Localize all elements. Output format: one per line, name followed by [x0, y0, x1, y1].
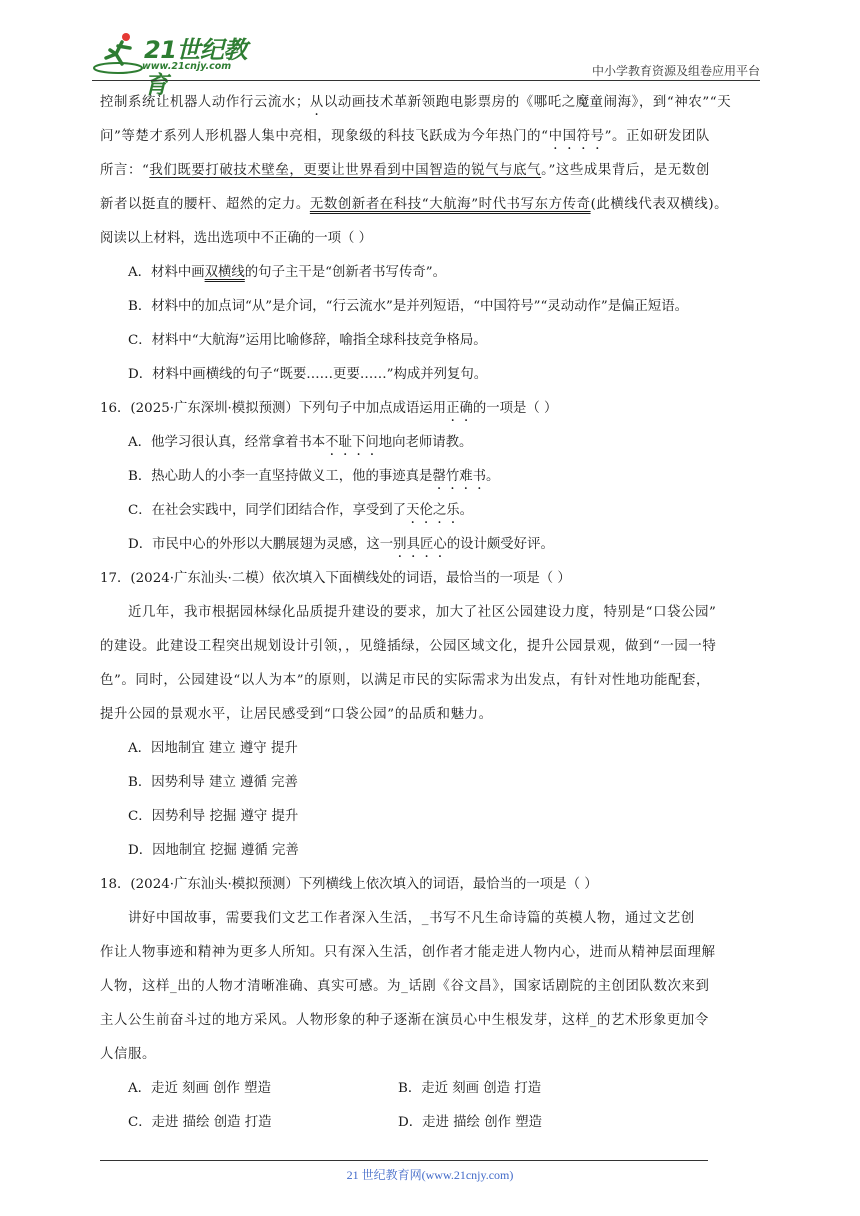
q18-stem: 18．(2024·广东汕头·模拟预测）下列横线上依次填入的词语，最恰当的一项是（ ） — [100, 877, 598, 892]
q17-option-d: D．因地制宜 挖掘 遵循 完善 — [128, 843, 299, 858]
q16-option-b: B．热心助人的小李一直坚持做义工，他的事迹真是罄竹难书。 — [128, 469, 500, 484]
footer-link[interactable]: 21 世纪教育网(www.21cnjy.com) — [346, 1168, 514, 1182]
header-divider — [92, 80, 760, 81]
q15-option-b: B．材料中的加点词“从”是介词，“行云流水”是并列短语，“中国符号”“灵动动作”是偏正短语。 — [128, 299, 689, 314]
q18-passage-line-3: 人物，这样_出的人物才清晰准确、真实可感。为_话剧《谷文昌》，国家话剧院的主创团队数次来到 — [100, 979, 710, 994]
q15-option-d: D．材料中画横线的句子“既要……更要……”构成并列复句。 — [128, 367, 488, 382]
q18-passage-line-5: 人信服。 — [100, 1047, 156, 1062]
footer-divider — [100, 1160, 708, 1161]
q18-options-row-2 — [100, 1106, 765, 1140]
dotted-word-cong: 从 — [309, 95, 324, 110]
q15-option-c: C．材料中“大航海”运用比喻修辞，喻指全球科技竞争格局。 — [128, 333, 487, 348]
q15-material-line-3: 所言：“我们既要打破技术壁垒，更要让世界看到中国智造的锐气与底气。”这些成果背后，是无数创 — [100, 163, 710, 178]
underlined-sentence: 我们既要打破技术壁垒，更要让世界看到中国智造的锐气与底气 — [149, 163, 542, 178]
q17-passage-line-1: 近几年，我市根据园林绿化品质提升建设的要求，加大了社区公园建设力度，特别是“口袋公园” — [128, 605, 717, 620]
q18-passage-line-4: 主人公生前奋斗过的地方采风。人物形象的种子逐渐在演员心中生根发芽，这样_的艺术形象更加令 — [100, 1013, 709, 1028]
logo-url: www.21cnjy.com — [142, 61, 232, 72]
platform-name: 中小学教育资源及组卷应用平台 — [591, 64, 760, 78]
double-underlined-sentence: 无数创新者在科技“大航海”时代书写东方传奇 — [309, 197, 591, 212]
logo — [92, 28, 262, 99]
q17-passage-line-3: 色”。同时，公园建设“以人为本”的原则，以满足市民的实际需求为出发点，有针对性地功能配套， — [100, 673, 710, 688]
q17-stem: 17．(2024·广东汕头·二模）依次填入下面横线处的词语，最恰当的一项是（ ） — [100, 571, 571, 586]
dotted-idiom: 罄竹难书 — [432, 469, 486, 484]
q17-passage-line-4: 提升公园的景观水平，让居民感受到“口袋公园”的品质和魅力。 — [100, 707, 493, 722]
q15-material-line-1: 控制系统让机器人动作行云流水；从以动画技术革新领跑电影票房的《哪吒之魔童闹海》，到“神农”“天 — [100, 95, 732, 110]
q15-material-line-2: 问”等楚才系列人形机器人集中亮相，现象级的科技飞跃成为今年热门的“中国符号”。正如研发团队 — [100, 129, 710, 144]
q17-option-b: B．因势利导 建立 遵循 完善 — [128, 775, 298, 790]
q17-passage-line-2: 的建设。此建设工程突出规划设计引领，，见缝插绿，公园区域文化，提升公园景观，做到“一园一特 — [100, 639, 717, 654]
q18-options-row-1 — [100, 1072, 765, 1106]
q15-material-line-4: 新者以挺直的腰杆、超然的定力。无数创新者在科技“大航海”时代书写东方传奇(此横线代表双横线)。 — [100, 197, 729, 212]
q16-option-c: C．在社会实践中，同学们团结合作，享受到了天伦之乐。 — [128, 503, 474, 518]
q18-passage-line-1: 讲好中国故事，需要我们文艺工作者深入生活，_书写不凡生命诗篇的英模人物，通过文艺创 — [128, 911, 695, 926]
dotted-phrase-zhongguofuhao: 中国符号 — [548, 129, 605, 144]
dotted-idiom: 天伦之乐 — [406, 503, 460, 518]
page-header — [92, 28, 760, 99]
q18-option-a: A．走近 刻画 创作 塑造 — [128, 1081, 271, 1096]
q17-option-a: A．因地制宜 建立 遵守 提升 — [128, 741, 298, 756]
q16-option-d: D．市民中心的外形以大鹏展翅为灵感，这一别具匠心的设计颇受好评。 — [128, 537, 554, 552]
dotted-word-zhengque: 正确 — [446, 401, 473, 416]
q15-option-a: A．材料中画双横线的句子主干是“创新者书写传奇”。 — [128, 265, 446, 280]
q17-option-c: C．因势利导 挖掘 遵守 提升 — [128, 809, 299, 824]
q15-question: 阅读以上材料，选出选项中不正确的一项（ ） — [100, 231, 373, 246]
page-content — [100, 86, 765, 1140]
q18-option-b: B．走近 刻画 创造 打造 — [398, 1081, 542, 1096]
q18-passage-line-2: 作让人物事迹和精神为更多人所知。只有深入生活，创作者才能走进人物内心，进而从精神层面理解 — [100, 945, 716, 960]
q16-stem: 16．(2025·广东深圳·模拟预测）下列句子中加点成语运用正确的一项是（ ） — [100, 401, 558, 416]
dotted-idiom: 别具匠心 — [393, 537, 447, 552]
logo-title: 21世纪教育 — [144, 36, 247, 99]
dotted-idiom: 不耻下问 — [325, 435, 379, 450]
q18-option-c: C．走进 描绘 创造 打造 — [128, 1115, 272, 1130]
runner-logo-icon — [92, 28, 146, 80]
q18-option-d: D．走进 描绘 创作 塑造 — [398, 1115, 543, 1130]
q16-option-a: A．他学习很认真，经常拿着书本不耻下问地向老师请教。 — [128, 435, 473, 450]
